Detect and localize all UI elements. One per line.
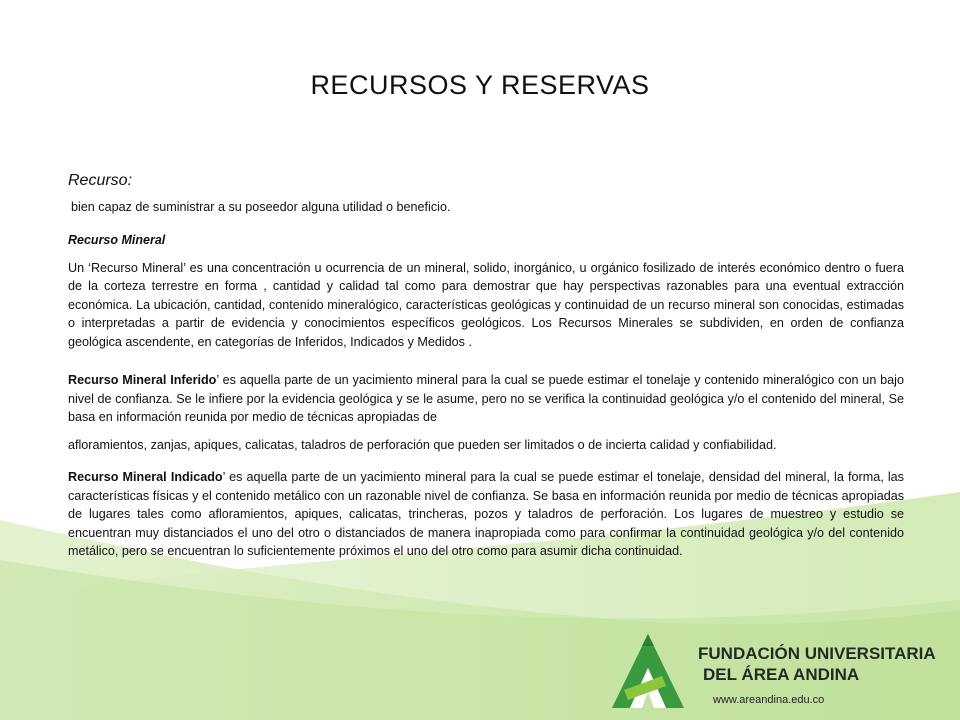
inferido-text: ’ es aquella parte de un yacimiento mineral para la cual se puede estimar el tonelaje y contenido mineralógico con un bajo nivel de confianza. Se le infiere por la evidencia geológica y se le asume, pero no se verifica la continuidad geológica y/o el contenido del mineral, Se basa en información reunida por medio de técnicas apropiadas de [68,373,904,424]
logo-line2: DEL ÁREA ANDINA [703,665,860,684]
slide-title: RECURSOS Y RESERVAS [310,70,650,100]
indicado-paragraph [68,468,904,561]
inferido-term: Recurso Mineral Inferido [68,373,217,387]
recurso-mineral-heading: Recurso Mineral [68,233,166,247]
recurso-heading: Recurso: [68,172,133,189]
recurso-mineral-paragraph: Un ‘Recurso Mineral’ es una concentración u ocurrencia de un mineral, solido, inorgánico, u orgánico fosilizado de interés económico dentro o fuera de la corteza terrestre en forma , cantidad y calidad tal como para demostrar que hay perspectivas razonables para una eventual extracción económica. La ubicación, cantidad, contenido mineralógico, características geológicas y continuidad de un recurso mineral son conocidas, estimadas o interpretadas a partir de evidencia y conocimientos específicos geológicos. Los Recursos Minerales se subdividen, en orden de confianza geológica ascendente, en categorías de Inferidos, Indicados y Medidos . [68,260,904,349]
inferido-paragraph-cont: afloramientos, zanjas, apiques, calicatas, taladros de perforación que pueden ser limitados o de incierta calidad y confiabilidad. [68,437,777,452]
logo-line1: FUNDACIÓN UNIVERSITARIA [698,644,936,663]
indicado-term: Recurso Mineral Indicado [68,470,223,484]
area-andina-a-icon [610,632,686,710]
university-logo [610,632,936,716]
slide-body [68,172,904,561]
indicado-text: ’ es aquella parte de un yacimiento mineral para la cual se puede estimar el tonelaje, densidad del mineral, la forma, las características físicas y el contenido metálico con un razonable nivel de confianza. Se basa en información reunida por medio de técnicas apropiadas de lugares tales como afloramientos, apiques, calicatas, trincheras, pozos y taladros de perforación. Los lugares de muestreo y estudio se encuentran muy distanciados el uno del otro o distanciados de manera inapropiada como para confirmar la continuidad geológica y/o del contenido metálico, pero se encuentran lo suficientemente próximos el uno del otro como para asumir dicha continuidad. [68,470,904,558]
recurso-definition: bien capaz de suministrar a su poseedor alguna utilidad o beneficio. [71,199,451,214]
logo-url: www.areandina.edu.co [713,694,825,706]
inferido-paragraph [68,371,904,427]
